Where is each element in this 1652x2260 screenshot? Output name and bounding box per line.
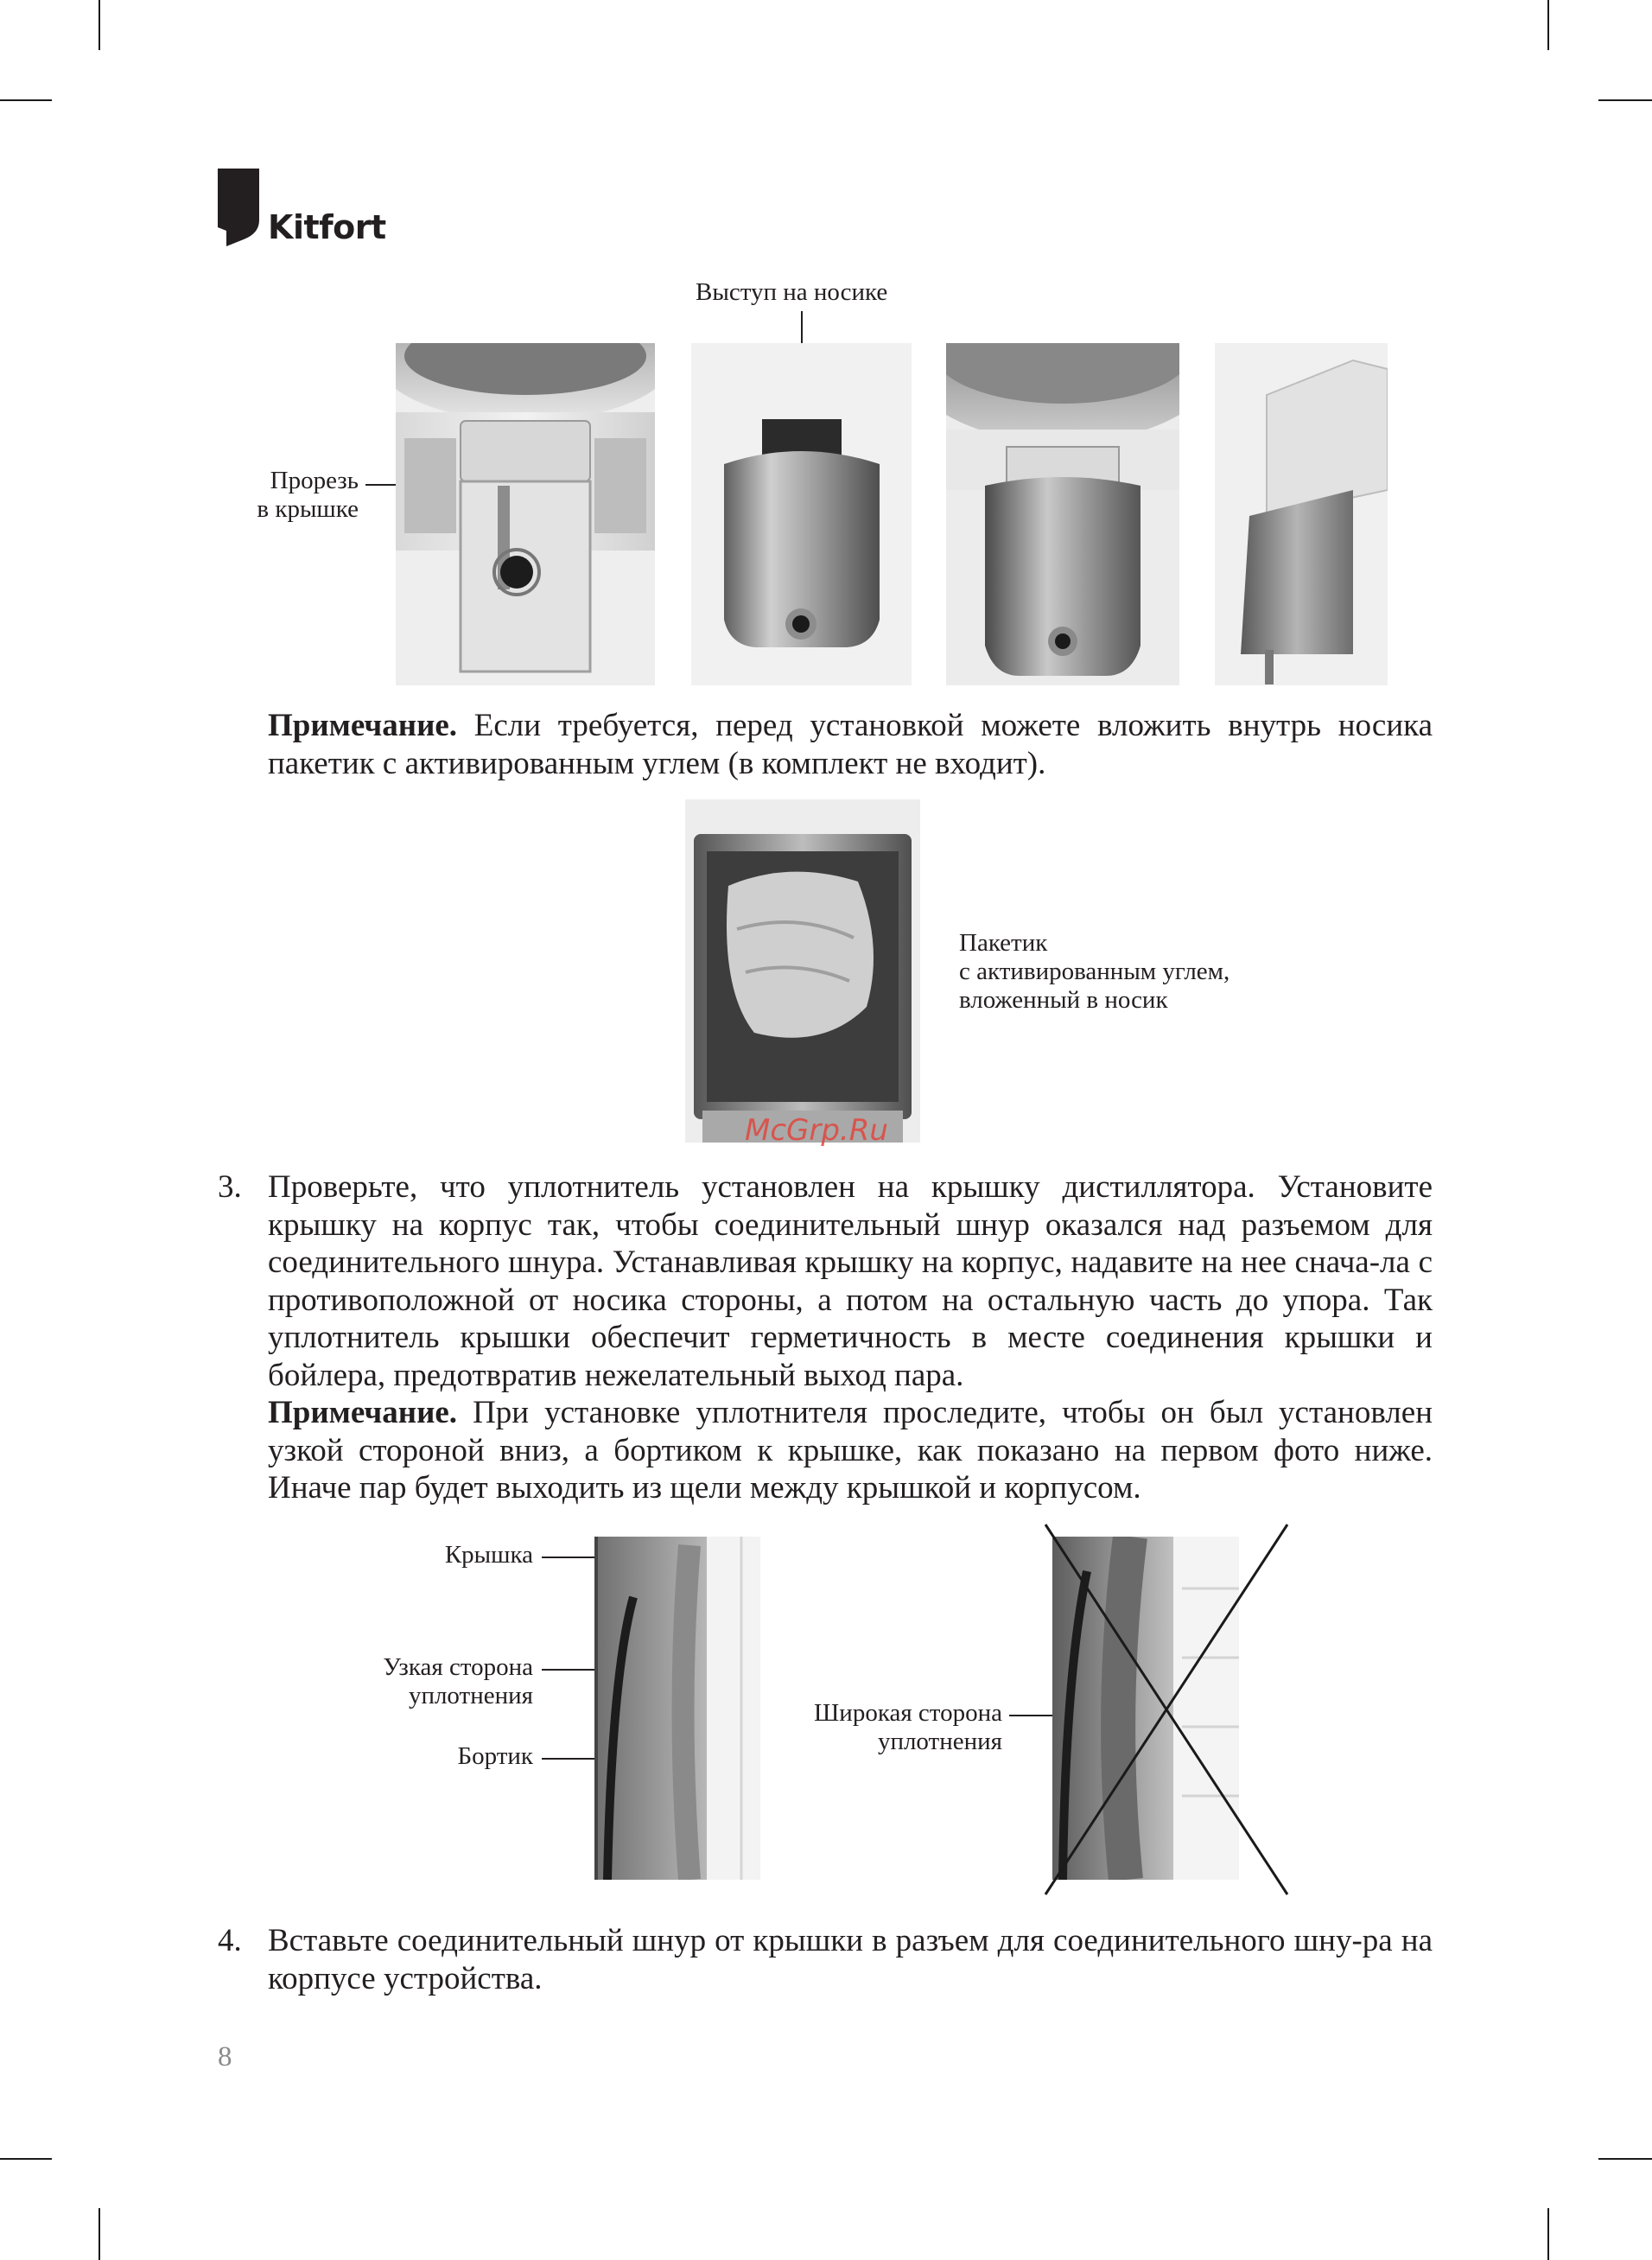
- figure1-label-left: [207, 467, 359, 524]
- photo-carbon-bag-in-spout: [685, 799, 920, 1143]
- photo-spout-protrusion: [691, 343, 912, 685]
- figure2-caption-line3: вложенный в носик: [959, 986, 1168, 1014]
- figure3-label-narrow-line2: уплотнения: [408, 1682, 533, 1709]
- crop-mark: [0, 2158, 52, 2160]
- cross-mark-icon: [1037, 1523, 1296, 1896]
- figure1-label-left-line2: в крышке: [257, 495, 359, 523]
- figure3-label-narrow-line1: Узкая сторона: [383, 1653, 533, 1681]
- watermark: McGrp.Ru: [745, 1113, 888, 1148]
- crop-mark: [1598, 99, 1652, 101]
- crop-mark: [0, 99, 52, 101]
- step3-number: 3.: [218, 1169, 242, 1205]
- logo-mark-icon: [218, 169, 270, 246]
- note1-paragraph: [268, 707, 1433, 782]
- step3-note-paragraph: [268, 1394, 1433, 1507]
- figure3-label-wide-line1: Широкая сторона: [814, 1699, 1002, 1727]
- figure3-label-narrow: [328, 1653, 533, 1710]
- figure2-caption-line2: с активированным углем,: [959, 958, 1230, 985]
- photo-seal-correct: [594, 1537, 760, 1880]
- logo: [218, 169, 391, 251]
- figure1-label-top: Выступ на носике: [696, 278, 888, 306]
- figure2-caption-line1: Пакетик: [959, 929, 1048, 957]
- note1-label: Примечание.: [268, 708, 458, 743]
- step3-note-text: При установке уплотнителя проследите, чтобы он был установлен узкой стороной вниз, а бортиком к крышке, как показано на первом фото ниже. Иначе пар будет выходить из щели между крышкой и корпусом.: [268, 1395, 1433, 1506]
- photo-spout-side: [1215, 343, 1388, 685]
- crop-mark: [1547, 0, 1549, 50]
- figure3-label-lid: Крышка: [444, 1541, 533, 1569]
- step3-note-label: Примечание.: [268, 1395, 458, 1430]
- note1-text: Если требуется, перед установкой можете вложить внутрь носика пакетик с активированным углем (в комплект не входит).: [268, 708, 1433, 781]
- figure3-label-wide-line2: уплотнения: [877, 1728, 1002, 1755]
- photo-lid-with-spout: [946, 343, 1179, 685]
- figure3-label-wide: [760, 1699, 1002, 1756]
- crop-mark: [1598, 2158, 1652, 2160]
- figure1-label-left-line1: Прорезь: [270, 467, 359, 494]
- page-number: 8: [218, 2041, 232, 2072]
- step3-paragraph: Проверьте, что уплотнитель установлен на крышку дистиллятора. Установите крышку на корпус так, чтобы соединительный шнур оказался над разъемом для соединительного шнура. Устанавливая крышку на корпус, надавите на нее снача-ла с противоположной от носика стороны, а потом на остальную часть до упора. Так уплотнитель крышки обеспечит герметичность в месте соединения крышки и бойлера, предотвратив нежелательный выход пара.: [268, 1169, 1433, 1393]
- crop-mark: [98, 2208, 100, 2260]
- brand-name: Kitfort: [268, 208, 386, 246]
- step4-paragraph: Вставьте соединительный шнур от крышки в разъем для соединительного шну-ра на корпусе устройства.: [268, 1923, 1433, 1996]
- figure2-caption: [959, 929, 1229, 1015]
- step4-number: 4.: [218, 1923, 242, 1958]
- crop-mark: [1547, 2208, 1549, 2260]
- photo-lid-slot: [396, 343, 655, 685]
- crop-mark: [98, 0, 100, 50]
- figure3-label-rim: Бортик: [457, 1742, 533, 1770]
